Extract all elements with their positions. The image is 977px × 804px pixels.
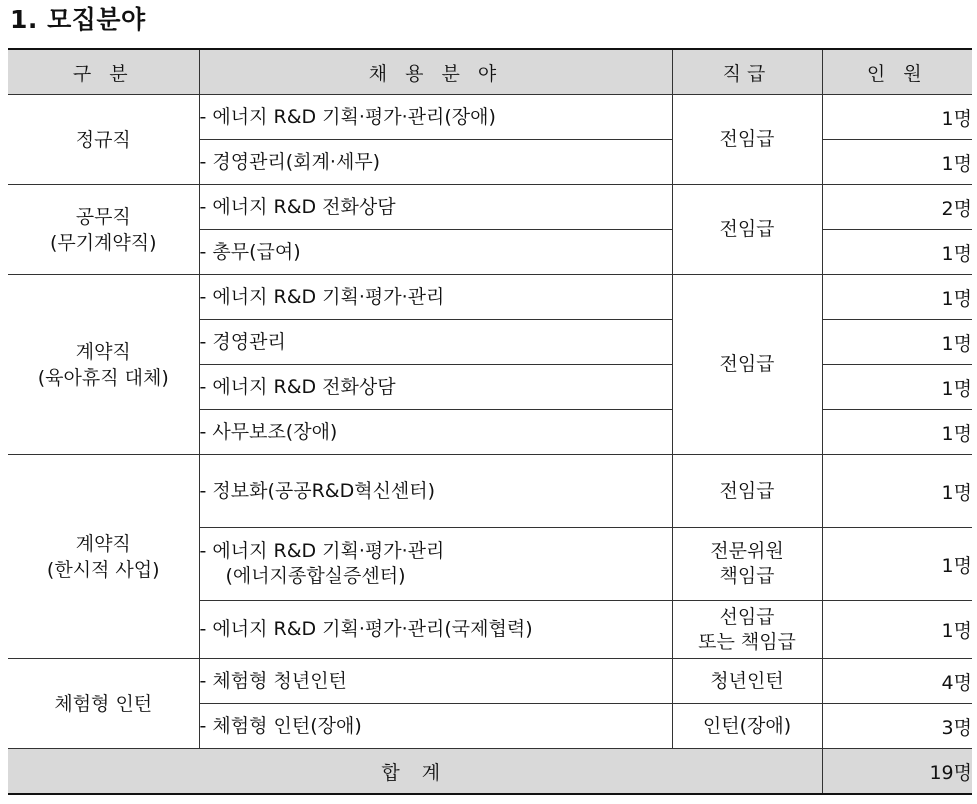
grade-cell: 선임급 또는 책임급: [672, 601, 822, 659]
total-label: 합 계: [8, 749, 822, 795]
count-cell: 1명: [822, 365, 972, 410]
field-cell: - 체험형 청년인턴: [199, 659, 672, 704]
field-cell: - 에너지 R&D 기획·평가·관리(장애): [199, 95, 672, 140]
group-cell: 계약직 (한시적 사업): [8, 455, 199, 659]
count-cell: 1명: [822, 275, 972, 320]
header-count: 인 원: [822, 49, 972, 95]
field-cell: - 에너지 R&D 기획·평가·관리: [199, 275, 672, 320]
grade-cell: 인턴(장애): [672, 704, 822, 749]
header-field: 채 용 분 야: [199, 49, 672, 95]
total-row: [8, 749, 972, 795]
table-header: [8, 49, 972, 95]
table-row: [8, 95, 972, 140]
field-cell: - 에너지 R&D 전화상담: [199, 365, 672, 410]
field-cell: - 총무(급여): [199, 230, 672, 275]
count-cell: 1명: [822, 140, 972, 185]
grade-cell: 전임급: [672, 275, 822, 455]
grade-cell: 전임급: [672, 185, 822, 275]
group-cell: 계약직 (육아휴직 대체): [8, 275, 199, 455]
count-cell: 1명: [822, 230, 972, 275]
count-cell: 1명: [822, 320, 972, 365]
table-row: [8, 275, 972, 320]
field-cell: - 정보화(공공R&D혁신센터): [199, 455, 672, 528]
count-cell: 4명: [822, 659, 972, 704]
grade-cell: 청년인턴: [672, 659, 822, 704]
group-cell: 체험형 인턴: [8, 659, 199, 749]
count-cell: 1명: [822, 528, 972, 601]
field-cell: - 에너지 R&D 전화상담: [199, 185, 672, 230]
field-cell: - 사무보조(장애): [199, 410, 672, 455]
count-cell: 3명: [822, 704, 972, 749]
field-cell: - 체험형 인턴(장애): [199, 704, 672, 749]
header-grade: 직급: [672, 49, 822, 95]
field-cell: - 에너지 R&D 기획·평가·관리 (에너지종합실증센터): [199, 528, 672, 601]
table-row: [8, 659, 972, 704]
grade-cell: 전임급: [672, 95, 822, 185]
table-row: [8, 185, 972, 230]
header-group: 구 분: [8, 49, 199, 95]
grade-cell: 전문위원 책임급: [672, 528, 822, 601]
group-cell: 정규직: [8, 95, 199, 185]
count-cell: 1명: [822, 410, 972, 455]
count-cell: 1명: [822, 95, 972, 140]
group-cell: 공무직 (무기계약직): [8, 185, 199, 275]
field-cell: - 경영관리: [199, 320, 672, 365]
recruitment-table: [8, 48, 972, 795]
field-cell: - 에너지 R&D 기획·평가·관리(국제협력): [199, 601, 672, 659]
count-cell: 1명: [822, 601, 972, 659]
count-cell: 1명: [822, 455, 972, 528]
count-cell: 2명: [822, 185, 972, 230]
grade-cell: 전임급: [672, 455, 822, 528]
total-count: 19명: [822, 749, 972, 795]
table-row: [8, 455, 972, 528]
section-title: 1. 모집분야: [10, 5, 146, 34]
field-cell: - 경영관리(회계·세무): [199, 140, 672, 185]
